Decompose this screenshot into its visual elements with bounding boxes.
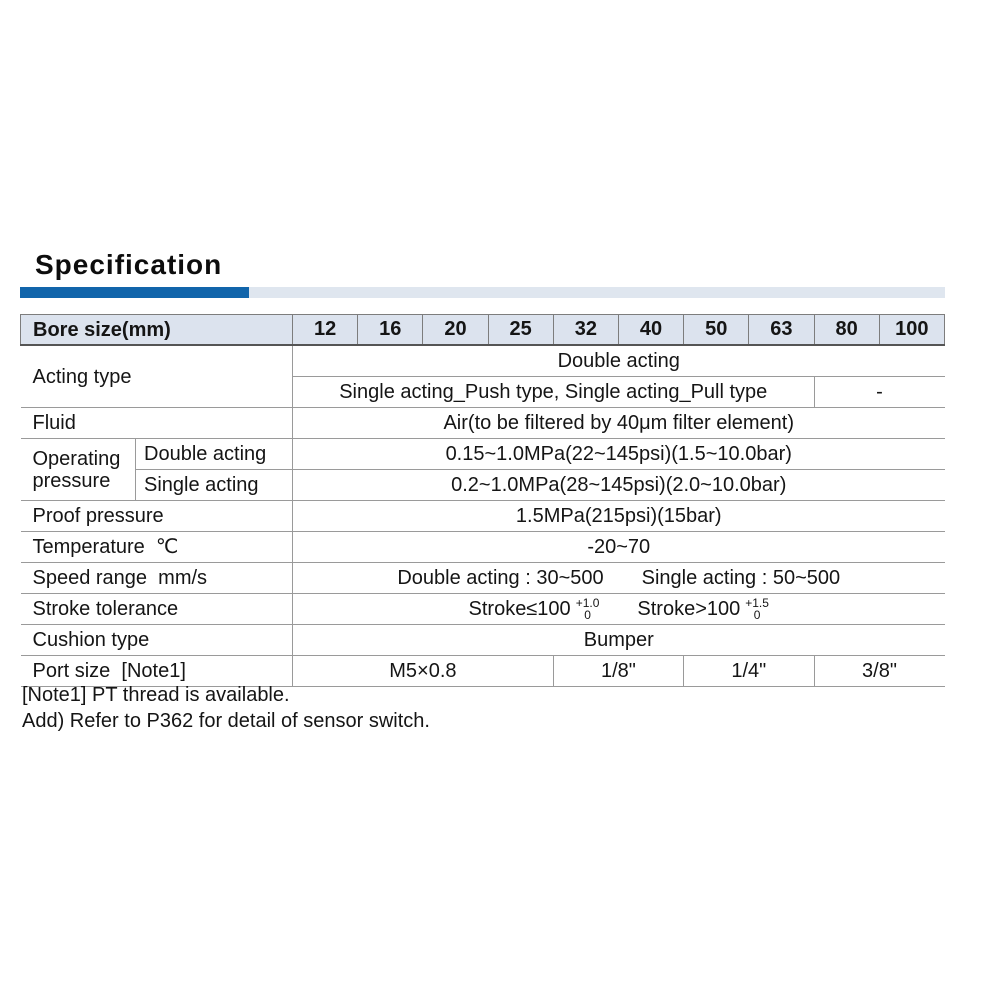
table-row-cushion-type	[21, 625, 945, 656]
stroke-tolerance-gt-group	[637, 597, 769, 621]
stroke-tolerance-value	[293, 594, 945, 625]
table-row-temperature	[21, 532, 945, 563]
port-size-label: Port size [Note1]	[21, 656, 293, 687]
bore-size-header-label: Bore size(mm)	[21, 315, 293, 346]
stroke-tolerance-le-group	[469, 597, 600, 621]
table-row-bore-size	[21, 315, 945, 346]
speed-range-value	[293, 563, 945, 594]
operating-pressure-double-label: Double acting	[136, 439, 293, 470]
bore-size-col-20: 20	[423, 315, 488, 346]
footnote-2: Add) Refer to P362 for detail of sensor switch.	[22, 710, 430, 732]
footnote-1: [Note1] PT thread is available.	[22, 684, 290, 706]
stroke-tolerance-le-sub: 0	[584, 608, 591, 622]
stroke-tolerance-gt-sub: 0	[753, 608, 761, 622]
bore-size-col-40: 40	[618, 315, 683, 346]
footnotes	[22, 682, 430, 734]
cushion-type-label: Cushion type	[21, 625, 293, 656]
table-row-stroke-tolerance	[21, 594, 945, 625]
operating-pressure-label: Operating pressure	[21, 439, 136, 501]
stroke-tolerance-le-text: Stroke≤100	[468, 597, 571, 620]
bore-size-col-25: 25	[488, 315, 553, 346]
title-underline-bar	[20, 287, 945, 298]
bore-size-col-50: 50	[684, 315, 749, 346]
bore-size-col-16: 16	[358, 315, 423, 346]
specification-table	[20, 314, 945, 687]
stroke-tolerance-gt-text: Stroke>100	[637, 597, 741, 620]
port-size-value-1-8: 1/8"	[553, 656, 683, 687]
temperature-value: -20~70	[293, 532, 945, 563]
proof-pressure-value: 1.5MPa(215psi)(15bar)	[293, 501, 945, 532]
temperature-label: Temperature ℃	[21, 532, 293, 563]
acting-type-single-na: -	[814, 377, 945, 408]
table-row-acting-type-double	[21, 345, 945, 377]
bore-size-col-63: 63	[749, 315, 814, 346]
acting-type-single-value: Single acting_Push type, Single acting_Pull type	[293, 377, 815, 408]
stroke-tolerance-label: Stroke tolerance	[21, 594, 293, 625]
page-title: Specification	[35, 249, 223, 280]
port-size-value-m5: M5×0.8	[293, 656, 554, 687]
bore-size-col-12: 12	[293, 315, 358, 346]
bore-size-col-32: 32	[553, 315, 618, 346]
port-size-value-1-4: 1/4"	[684, 656, 814, 687]
table-row-fluid	[21, 408, 945, 439]
acting-type-double-value: Double acting	[293, 345, 945, 377]
operating-pressure-double-value: 0.15~1.0MPa(22~145psi)(1.5~10.0bar)	[293, 439, 945, 470]
table-row-operating-pressure-double	[21, 439, 945, 470]
bore-size-col-100: 100	[879, 315, 944, 346]
title-underline-bar-accent	[20, 287, 249, 298]
table-row-speed-range	[21, 563, 945, 594]
cushion-type-value: Bumper	[293, 625, 945, 656]
operating-pressure-single-label: Single acting	[136, 470, 293, 501]
proof-pressure-label: Proof pressure	[21, 501, 293, 532]
port-size-value-3-8: 3/8"	[814, 656, 945, 687]
bore-size-col-80: 80	[814, 315, 879, 346]
speed-range-label: Speed range mm/s	[21, 563, 293, 594]
stroke-tolerance-le-sup: +1.0	[575, 596, 600, 610]
speed-range-double-value: Double acting : 30~500	[397, 566, 604, 589]
stroke-tolerance-gt-sup: +1.5	[745, 596, 769, 610]
table-row-operating-pressure-single	[21, 470, 945, 501]
stroke-tolerance-le-stack	[576, 597, 600, 621]
speed-range-single-value: Single acting : 50~500	[641, 566, 841, 589]
fluid-value: Air(to be filtered by 40μm filter element)	[293, 408, 945, 439]
stroke-tolerance-gt-stack	[745, 597, 769, 621]
fluid-label: Fluid	[21, 408, 293, 439]
table-row-proof-pressure	[21, 501, 945, 532]
operating-pressure-single-value: 0.2~1.0MPa(28~145psi)(2.0~10.0bar)	[293, 470, 945, 501]
acting-type-label: Acting type	[21, 345, 293, 408]
